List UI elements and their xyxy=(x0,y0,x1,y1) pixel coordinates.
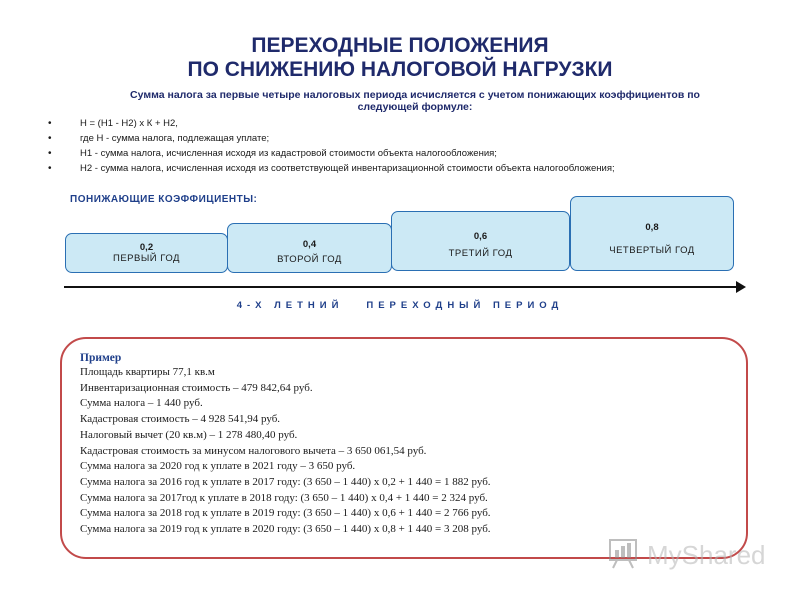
coefficient-year: ТРЕТИЙ ГОД xyxy=(448,248,513,259)
coefficient-value: 0,4 xyxy=(302,239,317,250)
coefficient-value: 0,8 xyxy=(645,222,659,233)
coefficient-step-2 xyxy=(227,223,392,273)
formula-list xyxy=(48,116,768,176)
watermark-text: MyShared xyxy=(647,540,766,570)
formula-intro-line-1: Сумма налога за первые четыре налоговых периода исчисляется с учетом понижающих коэффициентов по xyxy=(130,89,700,101)
coefficient-step-1 xyxy=(65,233,228,273)
coefficient-year: ВТОРОЙ ГОД xyxy=(277,254,342,265)
coefficient-year: ПЕРВЫЙ ГОД xyxy=(113,253,180,264)
chart-logo-icon xyxy=(607,536,643,570)
example-line: Кадастровая стоимость за минусом налогового вычета – 3 650 061,54 руб. xyxy=(80,444,427,457)
coefficient-step-3 xyxy=(391,211,570,271)
page-title-line-1: ПЕРЕХОДНЫЕ ПОЛОЖЕНИЯ xyxy=(251,34,549,57)
example-content xyxy=(80,351,720,538)
example-line: Площадь квартиры 77,1 кв.м xyxy=(80,366,215,378)
coefficient-year: ЧЕТВЕРТЫЙ ГОД xyxy=(609,245,695,256)
timeline-arrow xyxy=(64,286,740,288)
coefficient-step-4 xyxy=(570,196,734,271)
example-line: Сумма налога – 1 440 руб. xyxy=(80,397,203,410)
formula-item: • где Н - сумма налога, подлежащая уплате; xyxy=(48,131,768,146)
example-line: Сумма налога за 2019 год к уплате в 2020 году: (3 650 – 1 440) х 0,8 + 1 440 = 3 208 руб. xyxy=(80,523,491,536)
watermark-logo xyxy=(607,536,777,576)
example-line: Налоговый вычет (20 кв.м) – 1 278 480,40 руб. xyxy=(80,428,298,441)
example-line: Сумма налога за 2020 год к уплате в 2021 году – 3 650 руб. xyxy=(80,460,356,473)
coefficient-value: 0,6 xyxy=(473,231,488,242)
example-line: Сумма налога за 2017год к уплате в 2018 году: (3 650 – 1 440) х 0,4 + 1 440 = 2 324 руб. xyxy=(80,491,488,504)
formula-item: • Н = (Н1 - Н2) х К + Н2, xyxy=(48,116,768,131)
period-duration: 4-Х ЛЕТНИЙ xyxy=(236,300,344,311)
formula-item: • Н2 - сумма налога, исчисленная исходя из соответствующей инвентаризационной стоимости объекта налогообложения; xyxy=(48,161,768,176)
period-name: ПЕРЕХОДНЫЙ ПЕРИОД xyxy=(366,300,564,311)
coefficients-heading: ПОНИЖАЮЩИЕ КОЭФФИЦИЕНТЫ: xyxy=(70,194,258,205)
example-title: Пример xyxy=(80,352,122,364)
arrow-head-icon xyxy=(736,281,746,293)
example-line: Сумма налога за 2016 год к уплате в 2017 году: (3 650 – 1 440) х 0,2 + 1 440 = 1 882 руб. xyxy=(80,475,491,488)
coefficient-value: 0,2 xyxy=(139,242,154,253)
transition-period-label xyxy=(0,300,800,311)
page-title-line-2: ПО СНИЖЕНИЮ НАЛОГОВОЙ НАГРУЗКИ xyxy=(187,58,613,81)
example-line: Сумма налога за 2018 год к уплате в 2019 году: (3 650 – 1 440) х 0,6 + 1 440 = 2 766 руб. xyxy=(80,507,491,520)
example-line: Инвентаризационная стоимость – 479 842,64 руб. xyxy=(80,381,313,394)
example-line: Кадастровая стоимость – 4 928 541,94 руб. xyxy=(80,413,281,426)
formula-intro-line-2: следующей формуле: xyxy=(357,101,473,113)
formula-item: • Н1 - сумма налога, исчисленная исходя из кадастровой стоимости объекта налогообложения; xyxy=(48,146,768,161)
